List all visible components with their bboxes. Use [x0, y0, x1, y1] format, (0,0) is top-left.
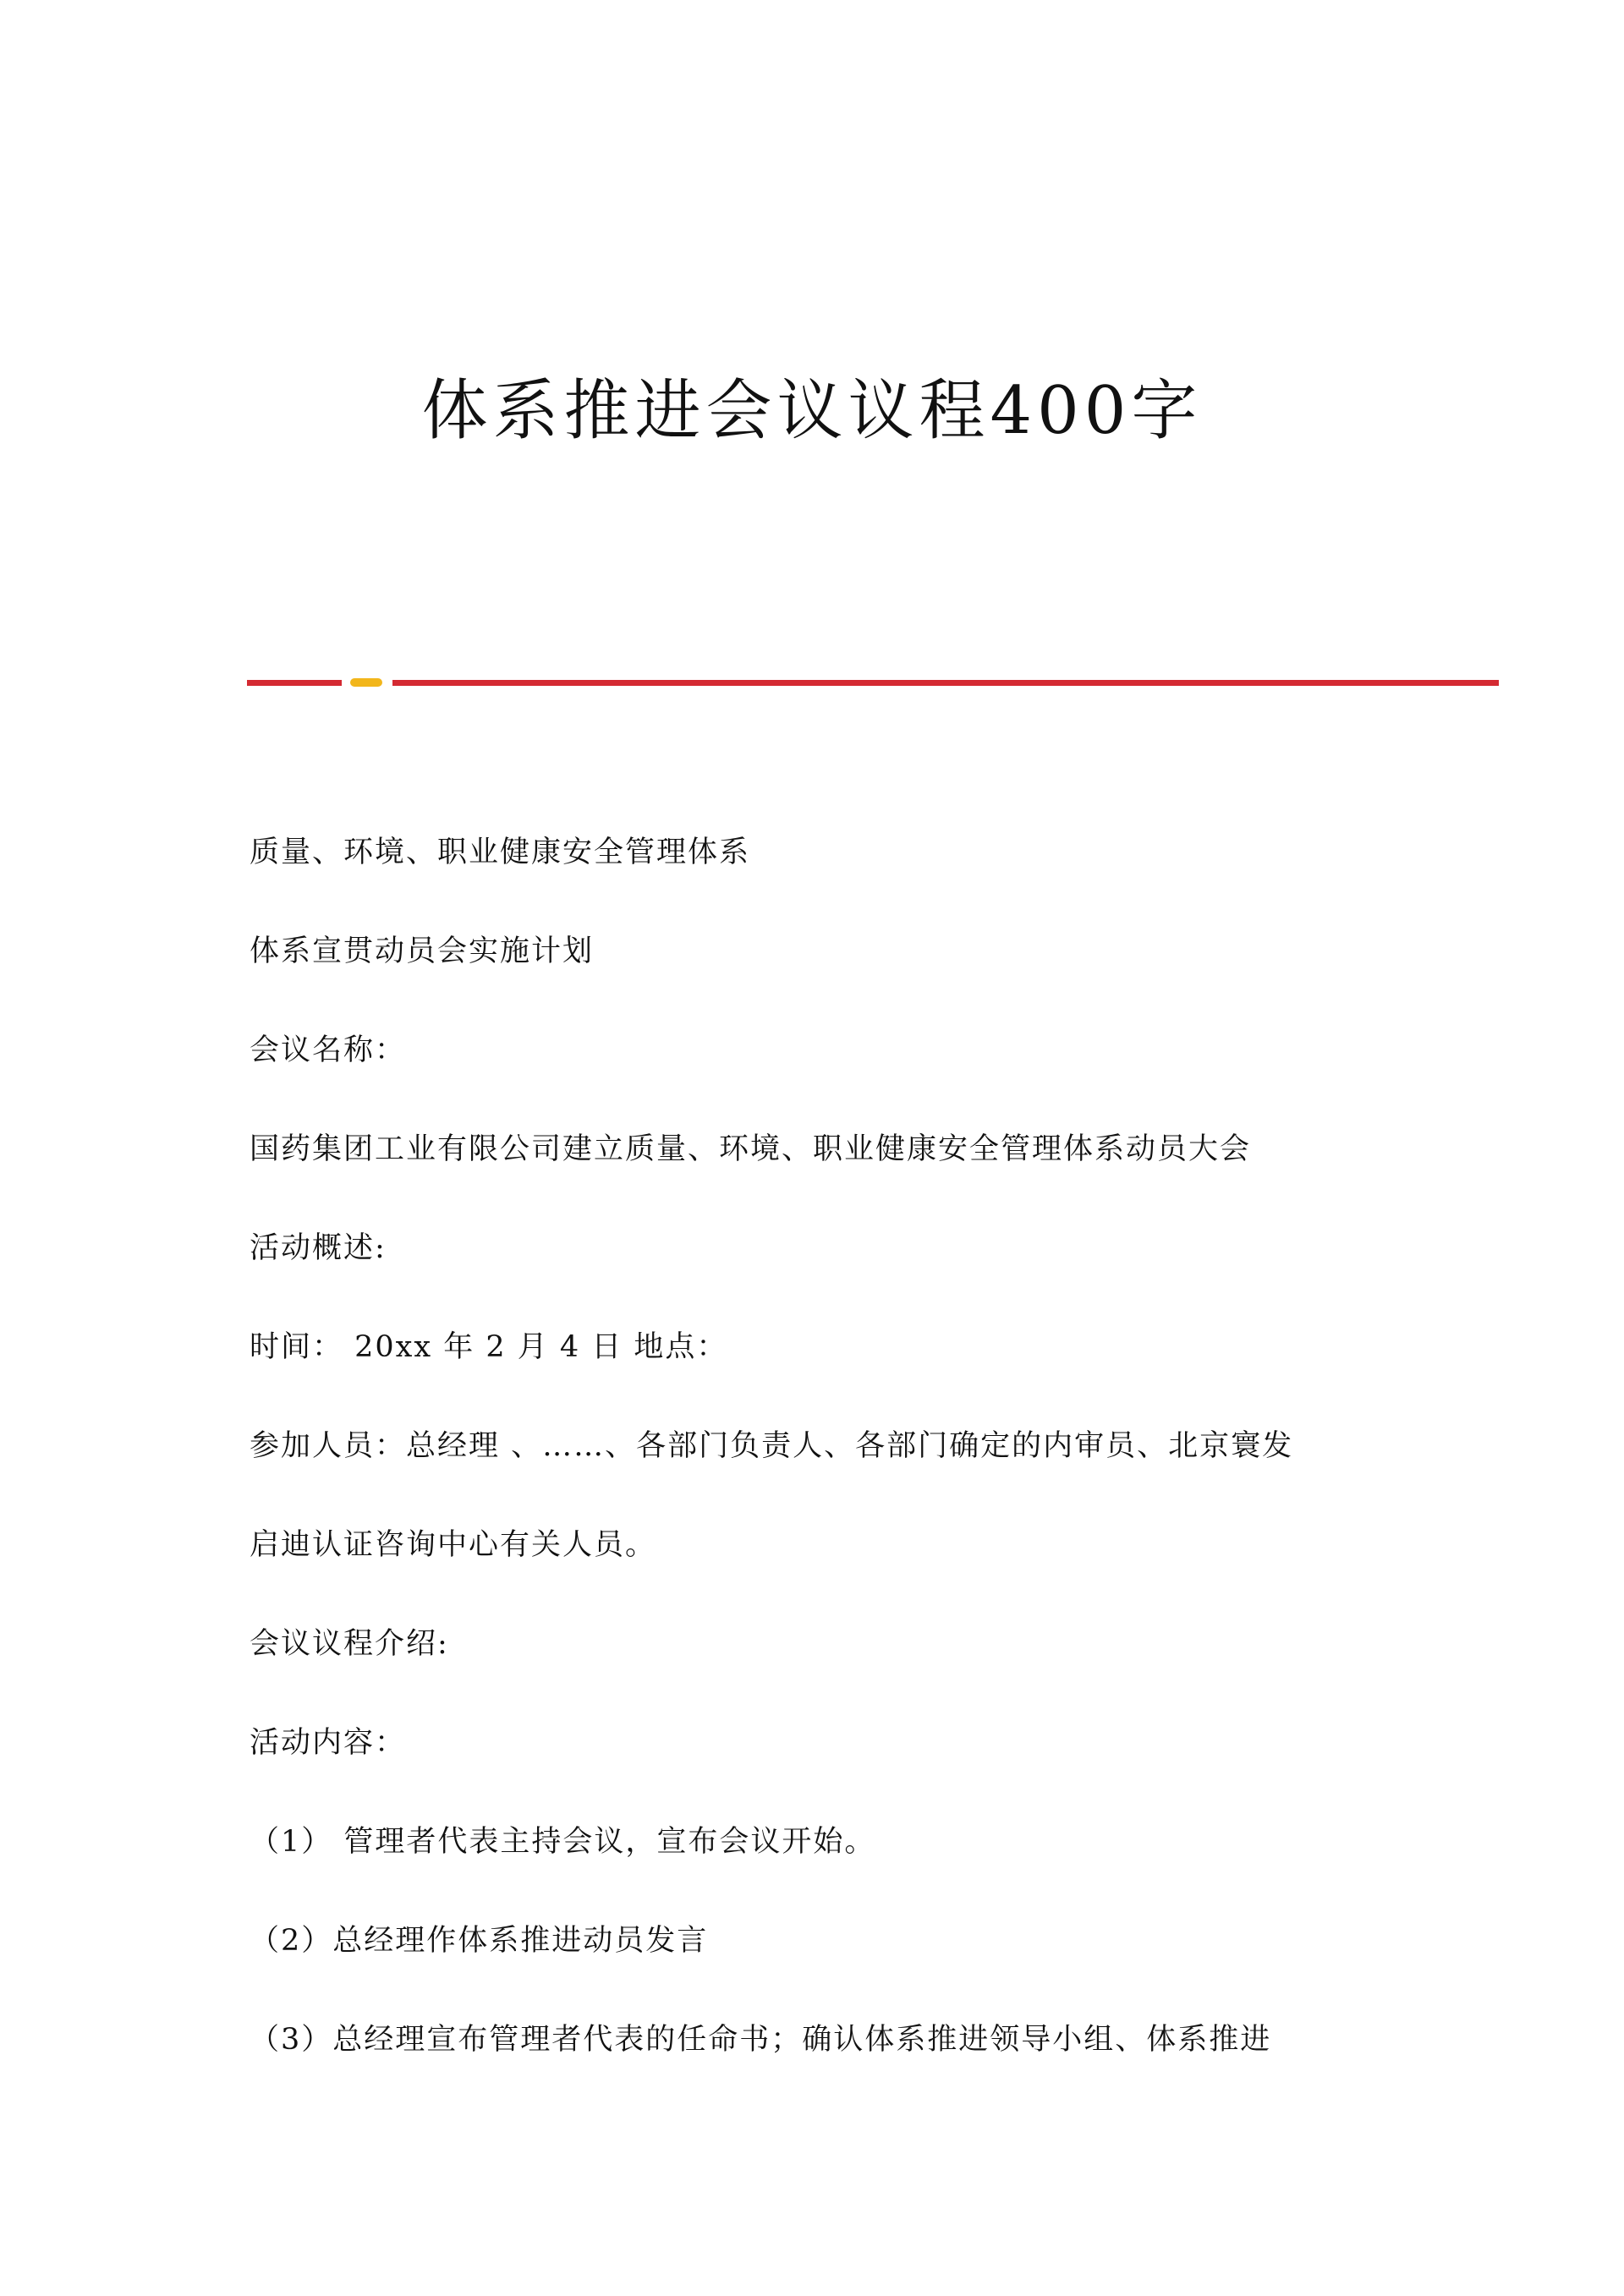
paragraph-item-1: （1） 管理者代表主持会议，宣布会议开始。 — [250, 1825, 876, 1859]
divider-ornament-icon — [350, 678, 382, 687]
paragraph-meeting-name: 国药集团工业有限公司建立质量、环境、职业健康安全管理体系动员大会 — [250, 1132, 1252, 1166]
title-divider — [247, 677, 1499, 688]
paragraph-overview-label: 活动概述: — [250, 1231, 387, 1265]
paragraph-plan-title: 体系宣贯动员会实施计划 — [250, 934, 595, 968]
document-body — [250, 833, 1434, 2119]
document-title: 体系推进会议议程400字 — [421, 373, 1203, 449]
paragraph-time-location: 时间： 20xx 年 2 月 4 日 地点： — [250, 1330, 728, 1364]
paragraph-meeting-name-label: 会议名称： — [250, 1033, 407, 1067]
paragraph-attendees-continued: 启迪认证咨询中心有关人员。 — [250, 1528, 657, 1562]
paragraph-attendees: 参加人员：总经理 、……、各部门负责人、各部门确定的内审员、北京寰发 — [250, 1429, 1294, 1463]
paragraph-agenda-label: 会议议程介绍: — [250, 1627, 449, 1661]
divider-left-segment — [247, 680, 342, 686]
paragraph-item-3: （3）总经理宣布管理者代表的任命书；确认体系推进领导小组、体系推进 — [250, 2023, 1272, 2057]
paragraph-item-2: （2）总经理作体系推进动员发言 — [250, 1924, 709, 1958]
paragraph-system-name: 质量、环境、职业健康安全管理体系 — [250, 836, 751, 869]
paragraph-activity-label: 活动内容： — [250, 1726, 407, 1760]
divider-right-segment — [392, 680, 1499, 686]
